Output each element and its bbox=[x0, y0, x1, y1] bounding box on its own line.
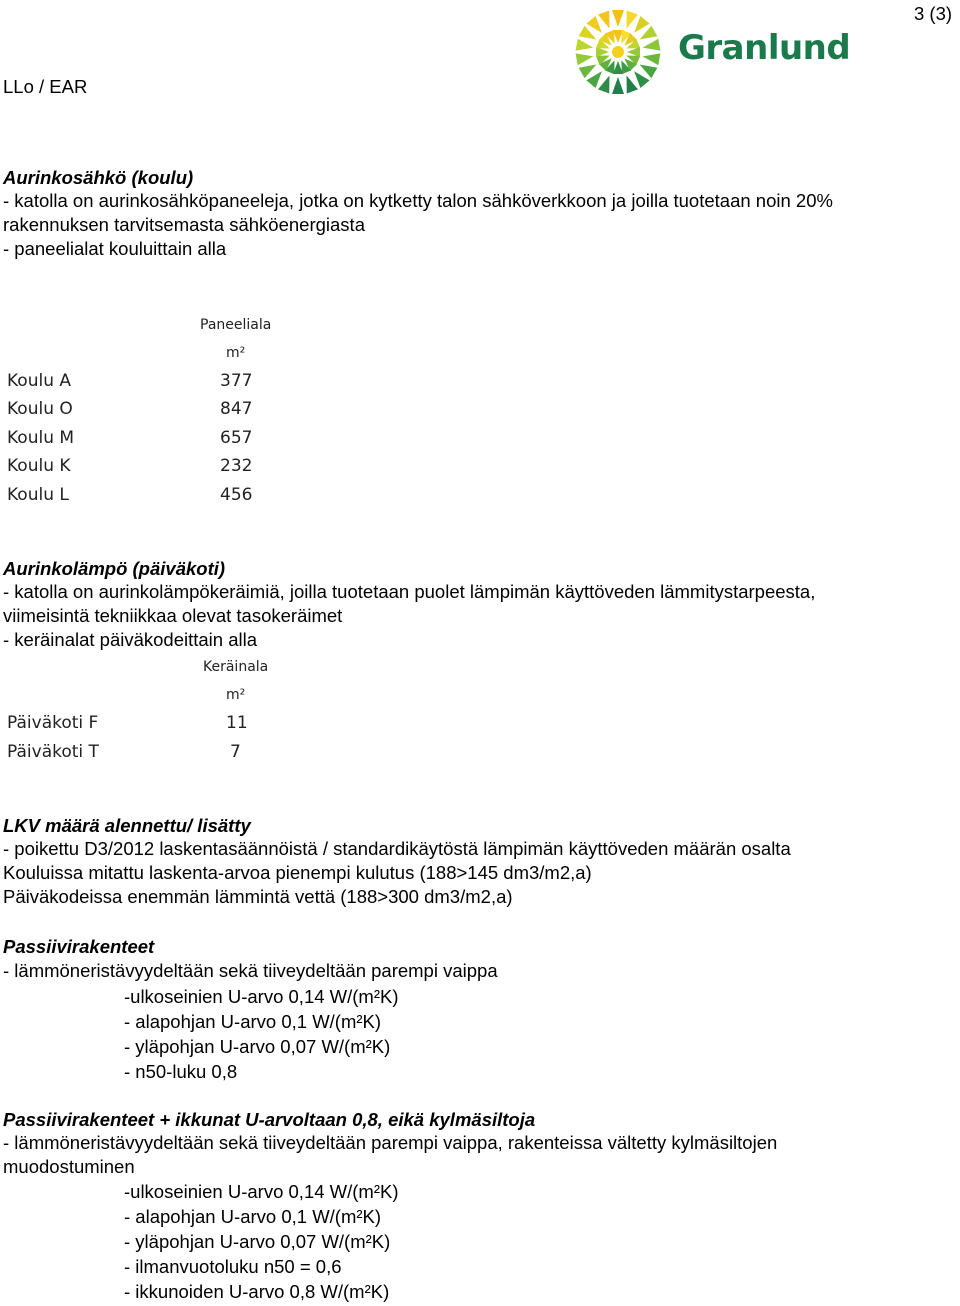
table-row-label: Päiväkoti F bbox=[7, 713, 99, 733]
list-item: -ulkoseinien U-arvo 0,14 W/(m²K) bbox=[124, 986, 399, 1007]
paragraph-line: muodostuminen bbox=[3, 1156, 135, 1177]
granlund-logo-mark bbox=[564, 0, 672, 104]
logo-wordmark: Granlund bbox=[678, 28, 851, 68]
table-row-label: Koulu M bbox=[7, 428, 75, 448]
column-header: Paneeliala bbox=[200, 317, 272, 333]
list-item: - ilmanvuotoluku n50 = 0,6 bbox=[124, 1256, 342, 1277]
list-item: - yläpohjan U-arvo 0,07 W/(m²K) bbox=[124, 1231, 391, 1252]
paragraph-line: Kouluissa mitattu laskenta-arvoa pienempi kulutus (188>145 dm3/m2,a) bbox=[3, 862, 592, 883]
table-row-label: Koulu K bbox=[7, 456, 71, 476]
section-heading-lkv: LKV määrä alennettu/ lisätty bbox=[3, 815, 251, 836]
table-row-label: Koulu L bbox=[7, 485, 69, 505]
list-item: -ulkoseinien U-arvo 0,14 W/(m²K) bbox=[124, 1181, 399, 1202]
author-code: LLo / EAR bbox=[3, 76, 88, 97]
table-row-label: Päiväkoti T bbox=[7, 742, 99, 762]
table-row-label: Koulu O bbox=[7, 399, 73, 419]
granlund-logo bbox=[564, 0, 851, 104]
list-item: - ikkunoiden U-arvo 0,8 W/(m²K) bbox=[124, 1281, 390, 1302]
paragraph-line: rakennuksen tarvitsemasta sähköenergiasta bbox=[3, 214, 365, 235]
table-row-value: 456 bbox=[220, 485, 253, 505]
table-row-value: 847 bbox=[220, 399, 253, 419]
paragraph-line: - poikettu D3/2012 laskentasäännöistä / standardikäytöstä lämpimän käyttöveden määrän osalta bbox=[3, 838, 791, 859]
section-heading-aurinkosahko: Aurinkosähkö (koulu) bbox=[3, 167, 194, 188]
paragraph-line: - keräinalat päiväkodeittain alla bbox=[3, 629, 258, 650]
table-row-value: 377 bbox=[220, 371, 253, 391]
column-unit: m² bbox=[226, 345, 246, 361]
section-heading-passiivi-ikkunat: Passiivirakenteet + ikkunat U-arvoltaan 0,8, eikä kylmäsiltoja bbox=[3, 1109, 536, 1130]
table-row-value: 11 bbox=[226, 713, 248, 733]
column-unit: m² bbox=[226, 687, 246, 703]
paragraph-line: Päiväkodeissa enemmän lämmintä vettä (188>300 dm3/m2,a) bbox=[3, 886, 513, 907]
table-row-value: 7 bbox=[230, 742, 241, 762]
paragraph-line: - katolla on aurinkosähköpaneeleja, jotka on kytketty talon sähköverkkoon ja joilla tuotetaan noin 20% bbox=[3, 190, 833, 211]
page-number: 3 (3) bbox=[914, 3, 953, 24]
list-item: - yläpohjan U-arvo 0,07 W/(m²K) bbox=[124, 1036, 391, 1057]
table-row-label: Koulu A bbox=[7, 371, 72, 391]
paragraph-line: - paneelialat kouluittain alla bbox=[3, 238, 227, 259]
paragraph-line: - lämmöneristävyydeltään sekä tiiveydeltään parempi vaippa, rakenteissa vältetty kylmäsiltojen bbox=[3, 1132, 778, 1153]
section-heading-passiivirakenteet: Passiivirakenteet bbox=[3, 936, 155, 957]
paragraph-line: - katolla on aurinkolämpökeräimiä, joilla tuotetaan puolet lämpimän käyttöveden lämmitystarpeesta, bbox=[3, 581, 816, 602]
paragraph-line: viimeisintä tekniikkaa olevat tasokeräimet bbox=[3, 605, 343, 626]
list-item: - alapohjan U-arvo 0,1 W/(m²K) bbox=[124, 1206, 382, 1227]
section-heading-aurinkolampo: Aurinkolämpö (päiväkoti) bbox=[3, 558, 226, 579]
column-header: Keräinala bbox=[203, 659, 269, 675]
list-item: - alapohjan U-arvo 0,1 W/(m²K) bbox=[124, 1011, 382, 1032]
table-row-value: 657 bbox=[220, 428, 253, 448]
list-item: - n50-luku 0,8 bbox=[124, 1061, 238, 1082]
table-row-value: 232 bbox=[220, 456, 253, 476]
paragraph-line: - lämmöneristävyydeltään sekä tiiveydeltään parempi vaippa bbox=[3, 960, 498, 981]
